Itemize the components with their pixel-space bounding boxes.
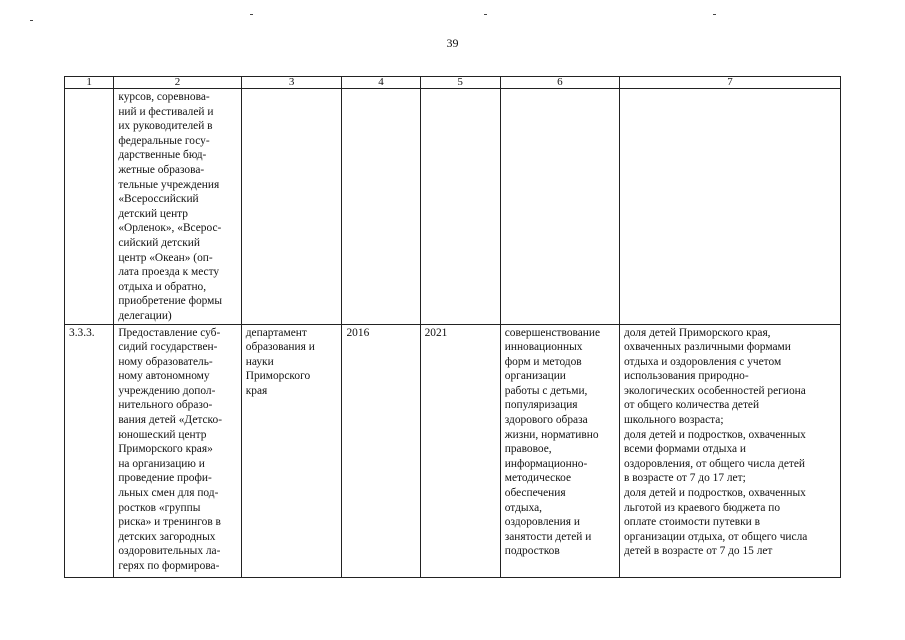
column-header: 1: [65, 77, 114, 89]
cell-end-year: [420, 89, 500, 325]
table-row: [65, 324, 841, 578]
cell-result: [500, 89, 619, 325]
column-header: 5: [420, 77, 500, 89]
column-header: 3: [241, 77, 342, 89]
column-header: 2: [114, 77, 241, 89]
cell-number: 3.3.3.: [65, 324, 114, 578]
cell-end-year: 2021: [420, 324, 500, 578]
column-header: 4: [342, 77, 420, 89]
table-header-row: [65, 77, 841, 89]
scan-artifact: [713, 14, 716, 15]
cell-number: [65, 89, 114, 325]
table-row: [65, 89, 841, 325]
scan-artifact: [30, 20, 33, 21]
cell-indicator: [619, 89, 840, 325]
column-header: 6: [500, 77, 619, 89]
scan-artifact: [484, 14, 487, 15]
column-header: 7: [619, 77, 840, 89]
page-number: 39: [446, 36, 459, 50]
data-table: [64, 76, 841, 578]
scan-artifact: [250, 14, 253, 15]
cell-executor: [241, 89, 342, 325]
cell-start-year: [342, 89, 420, 325]
cell-result: совершенствование инновационных форм и методов организации работы с детьми, популяризация здорового образа жизни, нормативно правовое, информационно- методическое обеспечения отдыха, оздоровления и занятости детей и подростков: [500, 324, 619, 578]
cell-executor: департамент образования и науки Приморского края: [241, 324, 342, 578]
cell-start-year: 2016: [342, 324, 420, 578]
cell-indicator: доля детей Приморского края, охваченных различными формами отдыха и оздоровления с учетом использования природно- экологических особенностей региона от общего количества детей школьного возраста; доля детей и подростков, охваченных всеми формами отдыха и оздоровления, от общего числа детей в возрасте от 7 до 17 лет; доля детей и подростков, охваченных льготой из краевого бюджета по оплате стоимости путевки в организации отдыха, от общего числа детей в возрасте от 7 до 15 лет: [619, 324, 840, 578]
cell-activity: курсов, соревнова- ний и фестивалей и их руководителей в федеральные госу- дарственные бюд- жетные образова- тельные учреждения «Всероссийский детский центр «Орленок», «Всерос- сийский детский центр «Океан» (оп- лата проезда к месту отдыха и обратно, приобретение формы делегации): [114, 89, 241, 325]
cell-activity: Предоставление суб- сидий государствен- ному образователь- ному автономному учреждению допол- нительного образо- вания детей «Детско- юношеский центр Приморского края» на организацию и проведение профи- льных смен для под- ростков «группы риска» и тренингов в детских загородных оздоровительных ла- герях по формирова-: [114, 324, 241, 578]
